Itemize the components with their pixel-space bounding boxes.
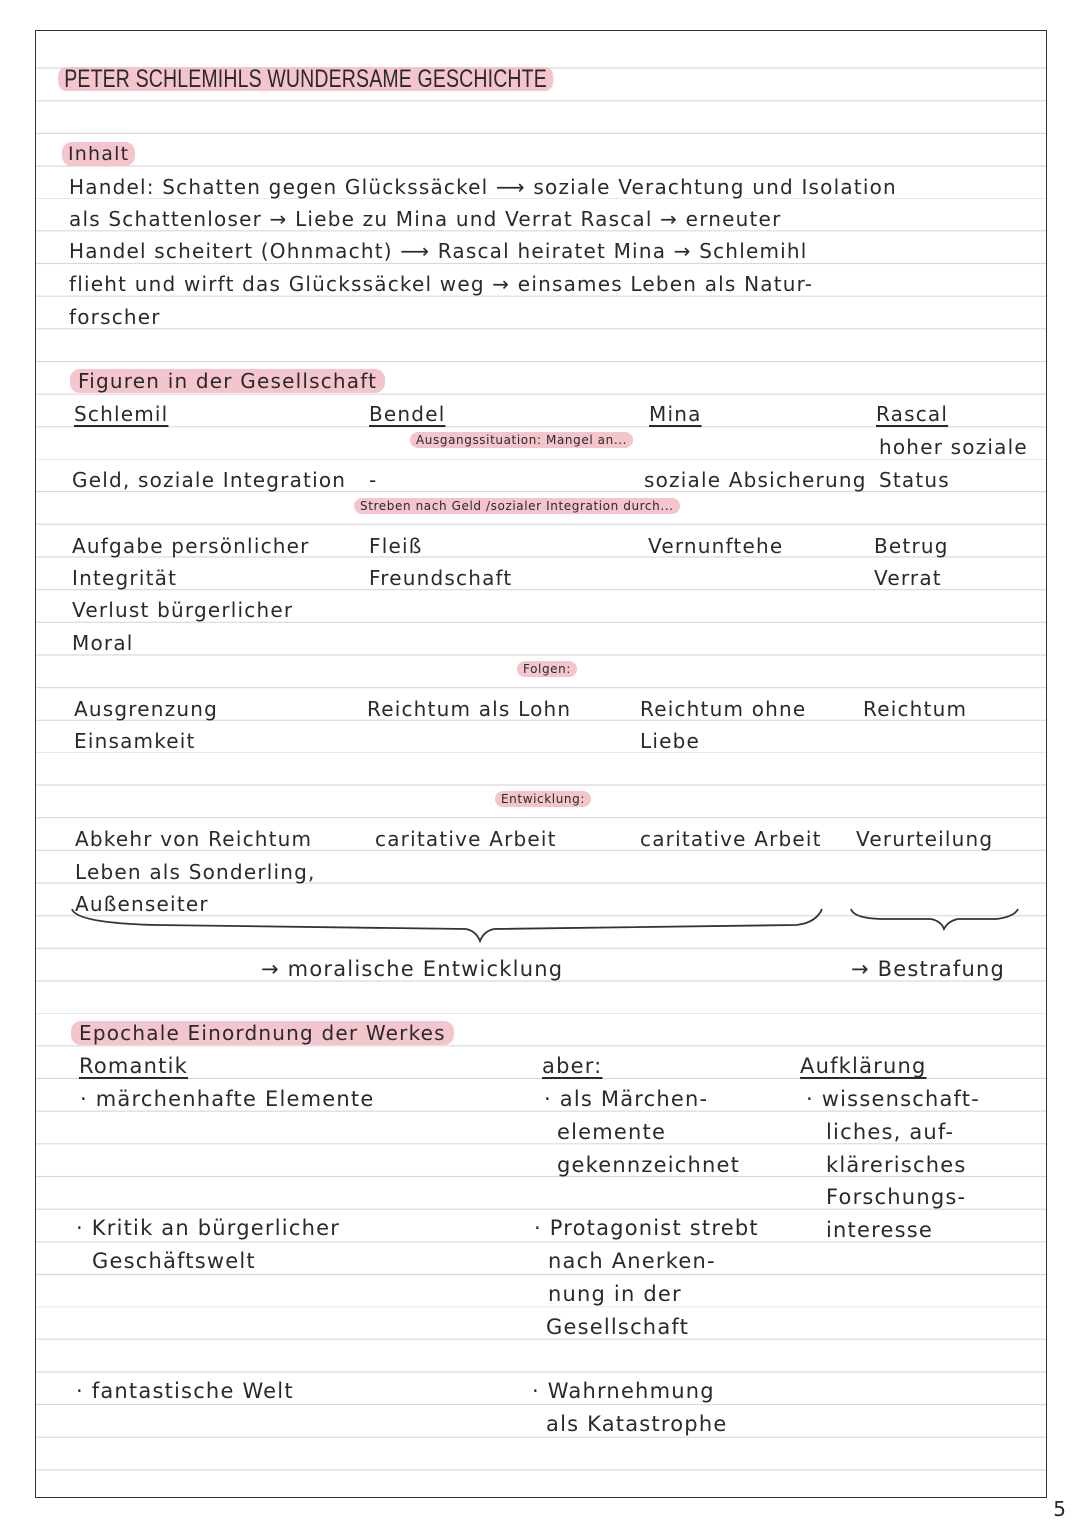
bullet-text: märchenhafte Elemente [95,1087,375,1111]
result-moralische-entwicklung: → moralische Entwicklung [261,957,564,981]
bullet-aber-cont: nung in der [548,1282,682,1306]
cell-rascal: Status [879,468,950,492]
bullet-romantik-cont: Geschäftswelt [92,1249,256,1273]
cell-schlemil: Moral [72,631,134,655]
inhalt-line: flieht und wirft das Glückssäckel weg → einsames Leben als Natur- [69,272,814,296]
inhalt-line: forscher [69,305,161,329]
column-header-aufklaerung: Aufklärung [800,1054,927,1078]
bullet-aufklaerung-cont: Forschungs- [826,1185,967,1209]
label-ausgangssituation: Ausgangssituation: Mangel an... [410,432,633,448]
cell-rascal: Verurteilung [856,827,994,851]
cell-rascal: Reichtum [863,697,968,721]
bullet-aber-cont: als Katastrophe [546,1412,728,1436]
page-number: 5 [1053,1497,1066,1521]
result-bestrafung: → Bestrafung [851,957,1006,981]
bullet-text: als Märchen- [559,1087,709,1111]
cell-schlemil: Außenseiter [75,892,209,916]
cell-bendel: Reichtum als Lohn [367,697,572,721]
cell-rascal: Verrat [874,566,942,590]
cell-schlemil: Integrität [72,566,178,590]
bullet-aber-cont: elemente [557,1120,667,1144]
label-entwicklung: Entwicklung: [495,791,591,807]
cell-rascal: Betrug [874,534,949,558]
column-header-aber: aber: [542,1054,603,1078]
column-header-schlemil: Schlemil [74,402,169,426]
label-folgen: Folgen: [517,661,577,677]
cell-mina: Liebe [640,729,701,753]
cell-schlemil: Ausgrenzung [74,697,218,721]
cell-rascal: hoher soziale [879,435,1028,459]
label-streben: Streben nach Geld /sozialer Integration durch... [354,498,680,514]
inhalt-line: Handel: Schatten gegen Glückssäckel ⟶ soziale Verachtung und Isolation [69,175,897,199]
bullet-aber-cont: gekennzeichnet [557,1153,741,1177]
bullet-text: Kritik an bürgerlicher [91,1216,341,1240]
bullet-text: wissenschaft- [821,1087,980,1111]
bullet-text: Wahrnehmung [547,1379,715,1403]
cell-schlemil: Einsamkeit [74,729,196,753]
notebook-page [35,30,1047,1498]
bullet-text: Protagonist strebt [549,1216,759,1240]
cell-bendel: caritative Arbeit [375,827,557,851]
inhalt-heading: Inhalt [62,142,135,166]
bullet-romantik: · märchenhafte Elemente [80,1087,375,1111]
curly-brace-right [36,901,1048,951]
column-header-rascal: Rascal [876,402,949,426]
figuren-heading: Figuren in der Gesellschaft [70,369,385,393]
cell-bendel: - [369,468,378,492]
cell-bendel: Fleiß [369,534,423,558]
bullet-aber-cont: nach Anerken- [548,1249,716,1273]
bullet-aufklaerung-cont: interesse [826,1218,933,1242]
epoche-heading: Epochale Einordnung der Werkes [71,1021,454,1045]
cell-bendel: Freundschaft [369,566,513,590]
cell-mina: soziale Absicherung [644,468,867,492]
bullet-aber-cont: Gesellschaft [546,1315,690,1339]
bullet-aber: · Protagonist strebt [534,1216,759,1240]
bullet-aufklaerung-cont: liches, auf- [826,1120,955,1144]
cell-mina: Reichtum ohne [640,697,807,721]
cell-schlemil: Leben als Sonderling, [75,860,316,884]
column-header-romantik: Romantik [79,1054,188,1078]
inhalt-line: als Schattenloser → Liebe zu Mina und Verrat Rascal → erneuter [69,207,782,231]
bullet-aber: · als Märchen- [544,1087,709,1111]
cell-schlemil: Verlust bürgerlicher [72,598,294,622]
cell-mina: caritative Arbeit [640,827,822,851]
column-header-mina: Mina [649,402,702,426]
cell-schlemil: Abkehr von Reichtum [75,827,313,851]
inhalt-line: Handel scheitert (Ohnmacht) ⟶ Rascal heiratet Mina → Schlemihl [69,239,808,263]
column-header-bendel: Bendel [369,402,446,426]
bullet-aufklaerung-cont: klärerisches [826,1153,967,1177]
bullet-aber: · Wahrnehmung [532,1379,715,1403]
cell-mina: Vernunftehe [648,534,784,558]
page-title: PETER SCHLEMIHLS WUNDERSAME GESCHICHTE [58,67,553,91]
bullet-romantik: · Kritik an bürgerlicher [76,1216,341,1240]
cell-schlemil: Aufgabe persönlicher [72,534,310,558]
bullet-aufklaerung: · wissenschaft- [806,1087,980,1111]
bullet-romantik: · fantastische Welt [76,1379,294,1403]
cell-schlemil: Geld, soziale Integration [72,468,347,492]
bullet-text: fantastische Welt [91,1379,294,1403]
